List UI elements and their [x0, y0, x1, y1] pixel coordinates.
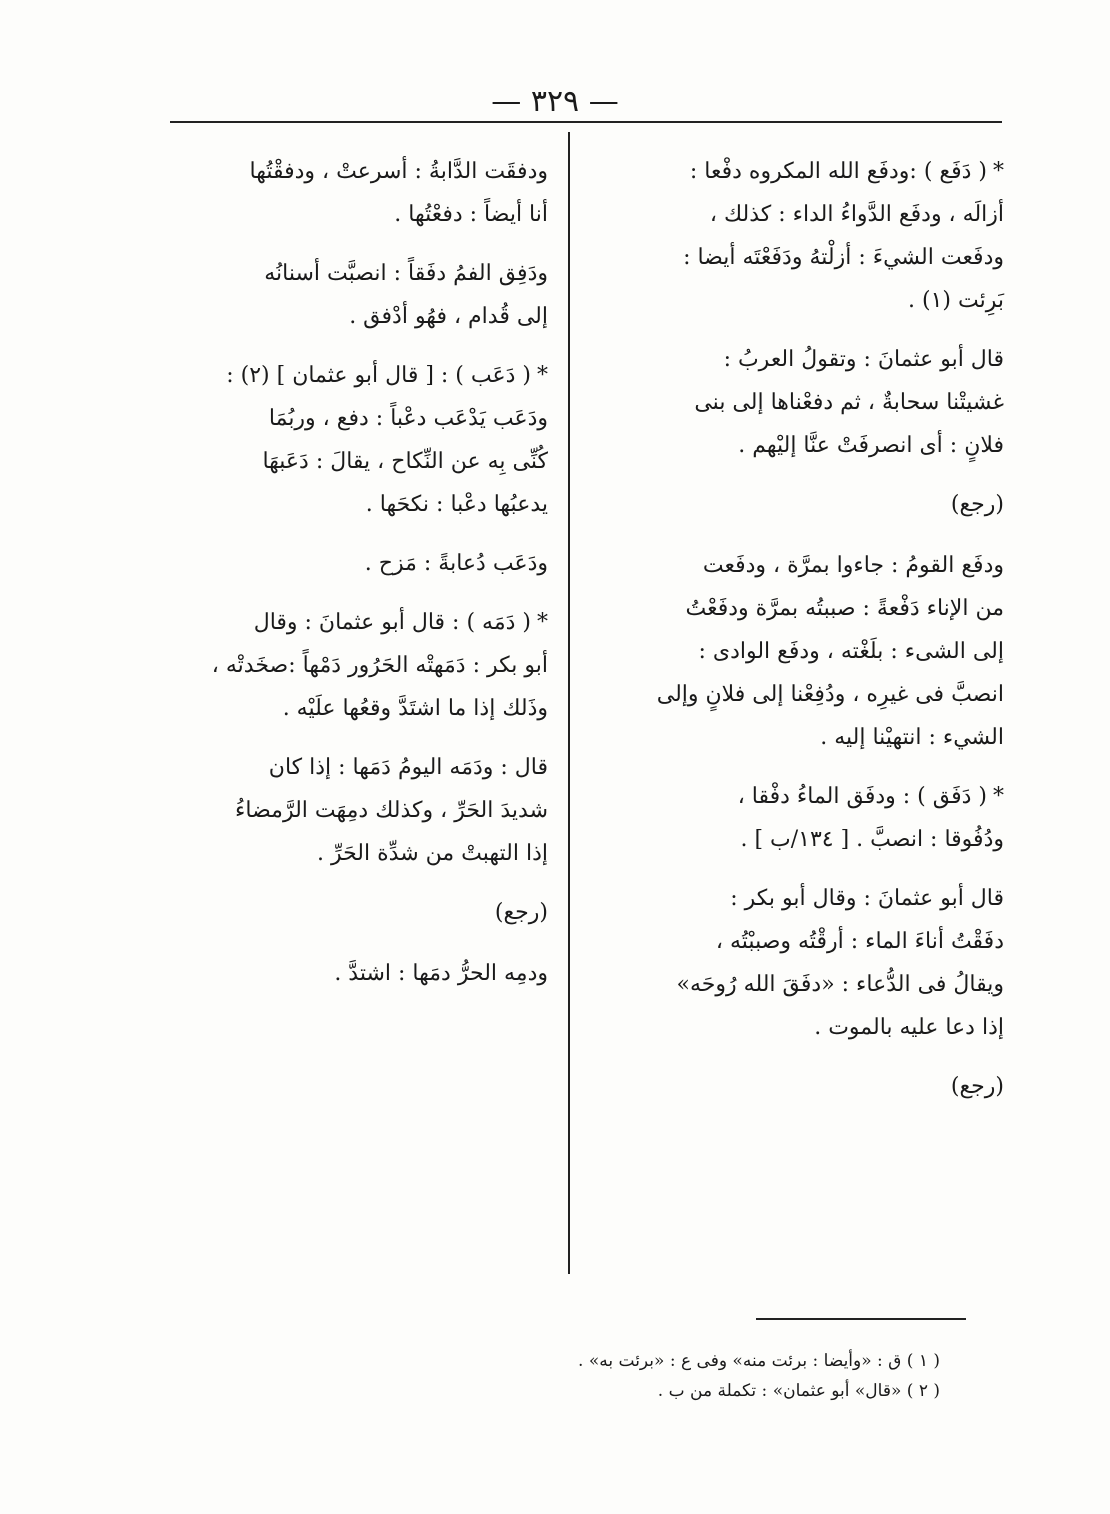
reference-tag: (رجع)	[950, 492, 1004, 517]
text-line	[592, 877, 1004, 920]
line-text: ودفقَت الدَّابةُ : أسرعتْ ، ودفقْتُها	[249, 159, 548, 184]
line-text: إلى قُدام ، فهُو أدْفق .	[349, 304, 548, 329]
text-line	[592, 630, 1004, 673]
line-text: ودفَع القومُ : جاءوا بمرَّة ، ودفَعت	[702, 553, 1004, 578]
text-line	[168, 150, 548, 193]
line-text: قال أبو عثمانَ : وتقولُ العربُ :	[723, 347, 1004, 372]
text-line	[168, 252, 548, 295]
line-text: ودُفُوقا : انصبَّ . [ ١٣٤/ب ] .	[740, 827, 1004, 852]
line-text: ( دَعَب ) : [ قال أبو عثمان ] (٢) :	[226, 363, 531, 388]
line-text: بَرِئت (١) .	[908, 288, 1004, 313]
line-text: أنا أيضاً : دفعْتُها .	[394, 202, 548, 227]
header-rule	[170, 121, 1002, 123]
line-text: دفَقْتُ أناءَ الماء : أرقْتُه وصببْتُه ،	[715, 929, 1004, 954]
text-line	[592, 1006, 1004, 1049]
entry-marker: *	[537, 610, 548, 635]
text-line	[168, 746, 548, 789]
text-line	[592, 236, 1004, 279]
line-text: ودمِه الحرُّ دمَها : اشتدَّ .	[334, 961, 548, 986]
text-line	[168, 542, 548, 585]
text-line	[168, 687, 548, 730]
text-line	[592, 716, 1004, 759]
line-text: إذا التهبتْ من شدِّة الحَرِّ .	[316, 841, 548, 866]
entry-paragraph	[168, 150, 548, 236]
line-text: ودَفِق الفمُ دفَقاً : انصبَّت أسنانُه	[264, 261, 548, 286]
line-text: الشيء : انتهيْنا إليه .	[820, 725, 1004, 750]
line-text: من الإناء دَفْعةً : صببتُه بمرَّة ودفَعْتُ	[685, 596, 1004, 621]
text-line	[168, 483, 548, 526]
text-line	[592, 775, 1004, 818]
entry-marker: *	[993, 159, 1004, 184]
footnotes	[400, 1346, 940, 1406]
line-text: إذا دعا عليه بالموت .	[814, 1015, 1004, 1040]
entry-paragraph	[168, 952, 548, 995]
text-line	[592, 587, 1004, 630]
line-text: أبو بكر : دَمَهتْه الحَرُور دَمْهاً :صخَدتْه ،	[211, 653, 548, 678]
line-text: ودفَعت الشيءَ : أزلْتهُ ودَفَعْتَه أيضا :	[683, 245, 1004, 270]
text-line	[168, 193, 548, 236]
line-text: قال : ودَمَه اليومُ دَمَها : إذا كان	[268, 755, 548, 780]
line-text: كُنِّى بِه عن النِّكاح ، يقالَ : دَعَبهَا	[262, 449, 548, 474]
text-line	[168, 354, 548, 397]
right-column	[592, 150, 1004, 1126]
text-line	[592, 150, 1004, 193]
footnote-1: ( ١ ) ق : «وأيضا : برئت منه» وفى ع : «برئت به» .	[578, 1351, 940, 1371]
entry-paragraph	[168, 601, 548, 730]
entry-paragraph	[168, 746, 548, 875]
line-text: ( دَفَق ) : ودفَق الماءُ دفْقا ،	[737, 784, 987, 809]
text-line	[168, 832, 548, 875]
text-line	[168, 644, 548, 687]
text-line	[592, 279, 1004, 322]
entry-paragraph	[592, 150, 1004, 322]
text-line	[592, 424, 1004, 467]
entry-paragraph	[592, 877, 1004, 1049]
text-line	[592, 673, 1004, 716]
text-line	[592, 544, 1004, 587]
line-text: ( دَمَه ) : قال أبو عثمانَ : وقال	[253, 610, 531, 635]
entry-paragraph	[168, 252, 548, 338]
entry-paragraph	[592, 544, 1004, 759]
footnote-rule	[756, 1318, 966, 1320]
entry-marker: *	[537, 363, 548, 388]
line-text: أزالَه ، ودفَع الدَّواءُ الداء : كذلك ،	[709, 202, 1004, 227]
text-line	[592, 920, 1004, 963]
line-text: إلى الشىء : بلَغْته ، ودفَع الوادى :	[698, 639, 1004, 664]
line-text: غشيتْنا سحابةٌ ، ثم دفعْناها إلى بنى	[694, 390, 1004, 415]
text-line	[168, 601, 548, 644]
entry-paragraph	[592, 338, 1004, 467]
text-line	[168, 789, 548, 832]
reference-tag: (رجع)	[494, 900, 548, 925]
line-text: انصبَّ فى غيرِه ، ودُفِعْنا إلى فلانٍ وإلى	[656, 682, 1004, 707]
line-text: يدعبُها دعْبا : نكحَها .	[365, 492, 548, 517]
entry-marker: *	[993, 784, 1004, 809]
line-text: ويقالُ فى الدُّعاء : «دفَقَ الله رُوحَه»	[676, 972, 1004, 997]
text-line	[592, 338, 1004, 381]
entry-paragraph	[592, 775, 1004, 861]
entry-paragraph	[168, 354, 548, 526]
text-line	[168, 295, 548, 338]
column-divider	[568, 132, 570, 1274]
text-line	[592, 818, 1004, 861]
text-line	[592, 381, 1004, 424]
left-column	[168, 150, 548, 1011]
line-text: ودَعَب دُعابةً : مَزح .	[364, 551, 548, 576]
entry-paragraph	[168, 542, 548, 585]
text-line	[168, 397, 548, 440]
line-text: شديدَ الحَرِّ ، وكذلك دمِهَت الرَّمضاءُ	[235, 798, 548, 823]
line-text: ودَعَب يَدْعَب دعْباً : دفع ، وربُمَا	[268, 406, 548, 431]
line-text: فلانٍ : أى انصرفَتْ عنَّا إليْهم .	[738, 433, 1004, 458]
footnote-2: ( ٢ ) «قال» أبو عثمان» : تكملة من ب .	[657, 1381, 940, 1401]
line-text: ( دَفَع ) :ودفَع الله المكروه دفْعا :	[689, 159, 987, 184]
text-line	[168, 952, 548, 995]
text-line	[168, 440, 548, 483]
line-text: قال أبو عثمانَ : وقال أبو بكر :	[730, 886, 1004, 911]
text-line	[592, 963, 1004, 1006]
line-text: وذَلك إذا ما اشتَدَّ وقعُها علَيْه .	[282, 696, 548, 721]
text-line	[592, 193, 1004, 236]
page-number: — ٣٢٩ —	[491, 84, 619, 119]
reference-tag: (رجع)	[950, 1074, 1004, 1099]
